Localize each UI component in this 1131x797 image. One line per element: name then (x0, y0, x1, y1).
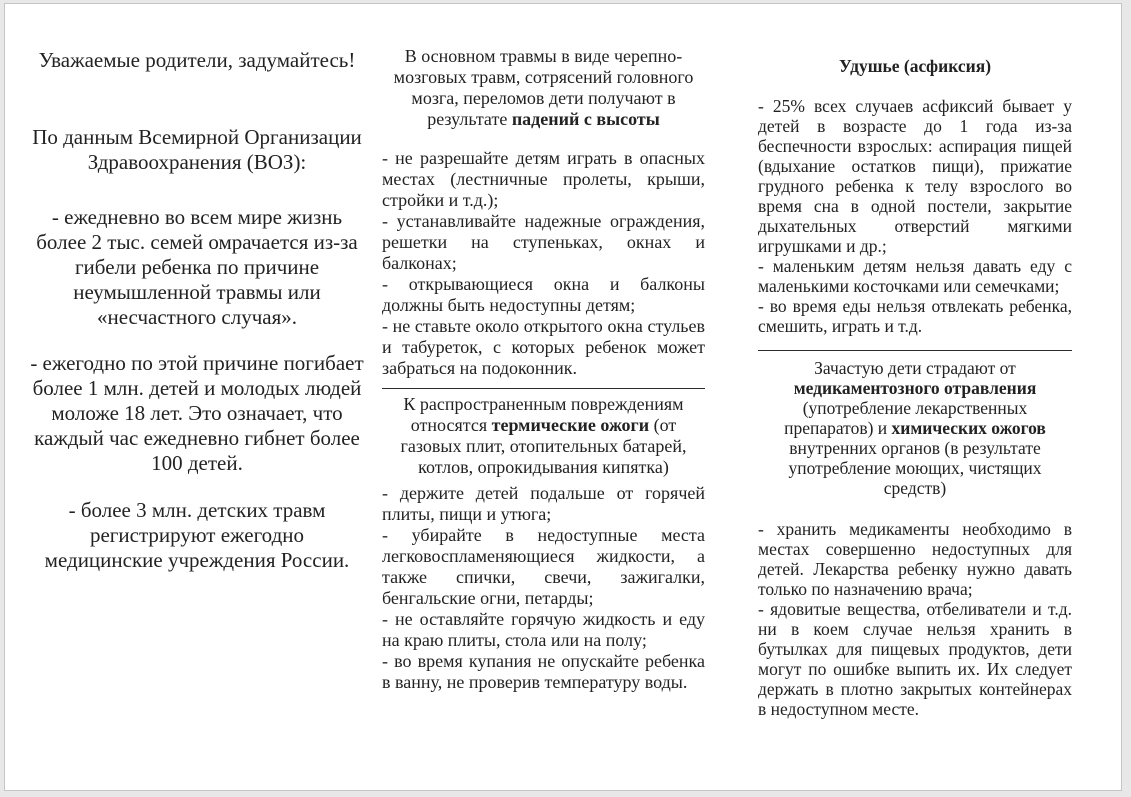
column-who-statistics (30, 48, 364, 573)
advice-item: - во время еды нельзя отвлекать ребенка, смешить, играть и т.д. (758, 296, 1072, 336)
section-divider (382, 388, 705, 389)
falls-intro-bold: падений с высоты (511, 109, 660, 129)
burns-intro-part2: (от газовых плит, отопительных батарей, котлов, опрокидывания кипятка) (400, 415, 687, 477)
poisoning-intro-part2: (употребление лекарственных препаратов) и (784, 398, 1028, 438)
advice-item: - открывающиеся окна и балконы должны быть недоступны детям; (382, 274, 705, 315)
falls-intro-text: В основном травмы в виде черепно-мозговых травм, сотрясений головного мозга, переломов дети получают в результате (393, 46, 694, 129)
leaflet-page (4, 3, 1122, 791)
who-data-heading: По данным Всемирной Организации Здравоохранения (ВОЗ): (32, 125, 362, 174)
section-divider (758, 350, 1072, 351)
column-falls-burns (382, 46, 705, 693)
advice-item: - не ставьте около открытого окна стульев и табуреток, с которых ребенок может забраться на подоконник. (382, 316, 705, 378)
advice-item: - хранить медикаменты необходимо в местах совершенно недоступных для детей. Лекарства ребенку нужно давать только по назначению врача; (758, 519, 1072, 599)
poisoning-intro-part1: Зачастую дети страдают от (814, 358, 1016, 378)
poisoning-intro-paragraph (758, 358, 1072, 498)
poisoning-intro-bold1: медикаментозного отравления (793, 378, 1037, 398)
leaflet-title: Уважаемые родители, задумайтесь! (38, 48, 356, 72)
advice-item: - во время купания не опускайте ребенка в ванну, не проверив температуру воды. (382, 651, 705, 692)
advice-item: - ядовитые вещества, отбеливатели и т.д. ни в коем случае нельзя хранить в бутылках для пищевых продуктов, дети могут по ошибке выпить их. Их следует держать в плотно закрытых контейнерах в недоступном месте. (758, 599, 1072, 719)
burns-advice-list (382, 483, 705, 693)
stat-daily-deaths: - ежедневно во всем мире жизнь более 2 тыс. семей омрачается из-за гибели ребенка по причине неумышленной травмы или «несчастного случая». (36, 205, 358, 329)
advice-item: - держите детей подальше от горячей плиты, пищи и утюга; (382, 483, 705, 524)
column-asphyxia-poisoning (758, 56, 1072, 719)
burns-intro-part1: К распространенным повреждениям относятся (403, 394, 684, 435)
falls-intro-paragraph (382, 46, 705, 130)
poisoning-intro-bold2: химических ожогов (891, 418, 1046, 438)
asphyxia-advice-list (758, 96, 1072, 336)
advice-item: - убирайте в недоступные места легковоспламеняющиеся жидкости, а также спички, свечи, зажигалки, бенгальские огни, петарды; (382, 525, 705, 608)
falls-advice-list (382, 148, 705, 379)
advice-item: - не разрешайте детям играть в опасных местах (лестничные пролеты, крыши, стройки и т.д.); (382, 148, 705, 210)
stat-russia-injuries: - более 3 млн. детских травм регистрируют ежегодно медицинские учреждения России. (44, 498, 350, 572)
stat-yearly-deaths: - ежегодно по этой причине погибает более 1 млн. детей и молодых людей моложе 18 лет. Это означает, что каждый час ежедневно гибнет более 100 детей. (30, 351, 364, 475)
advice-item: - устанавливайте надежные ограждения, решетки на ступеньках, окнах и балконах; (382, 211, 705, 273)
burns-intro-bold: термические ожоги (491, 415, 650, 435)
asphyxia-heading: Удушье (асфиксия) (838, 56, 992, 76)
burns-intro-paragraph (382, 394, 705, 478)
poisoning-intro-part3: внутренних органов (в результате употребление моющих, чистящих средств) (788, 438, 1042, 498)
advice-item: - маленьким детям нельзя давать еду с маленькими косточками или семечками; (758, 256, 1072, 296)
poisoning-advice-list (758, 519, 1072, 719)
advice-item: - не оставляйте горячую жидкость и еду на краю плиты, стола или на полу; (382, 609, 705, 650)
advice-item: - 25% всех случаев асфиксий бывает у детей в возрасте до 1 года из-за беспечности взрослых: аспирация пищей (вдыхание остатков пищи), прижатие грудного ребенка к телу взрослого во время сна в одной постели, закрытие дыхательных отверстий мягкими игрушками и др.; (758, 96, 1072, 256)
